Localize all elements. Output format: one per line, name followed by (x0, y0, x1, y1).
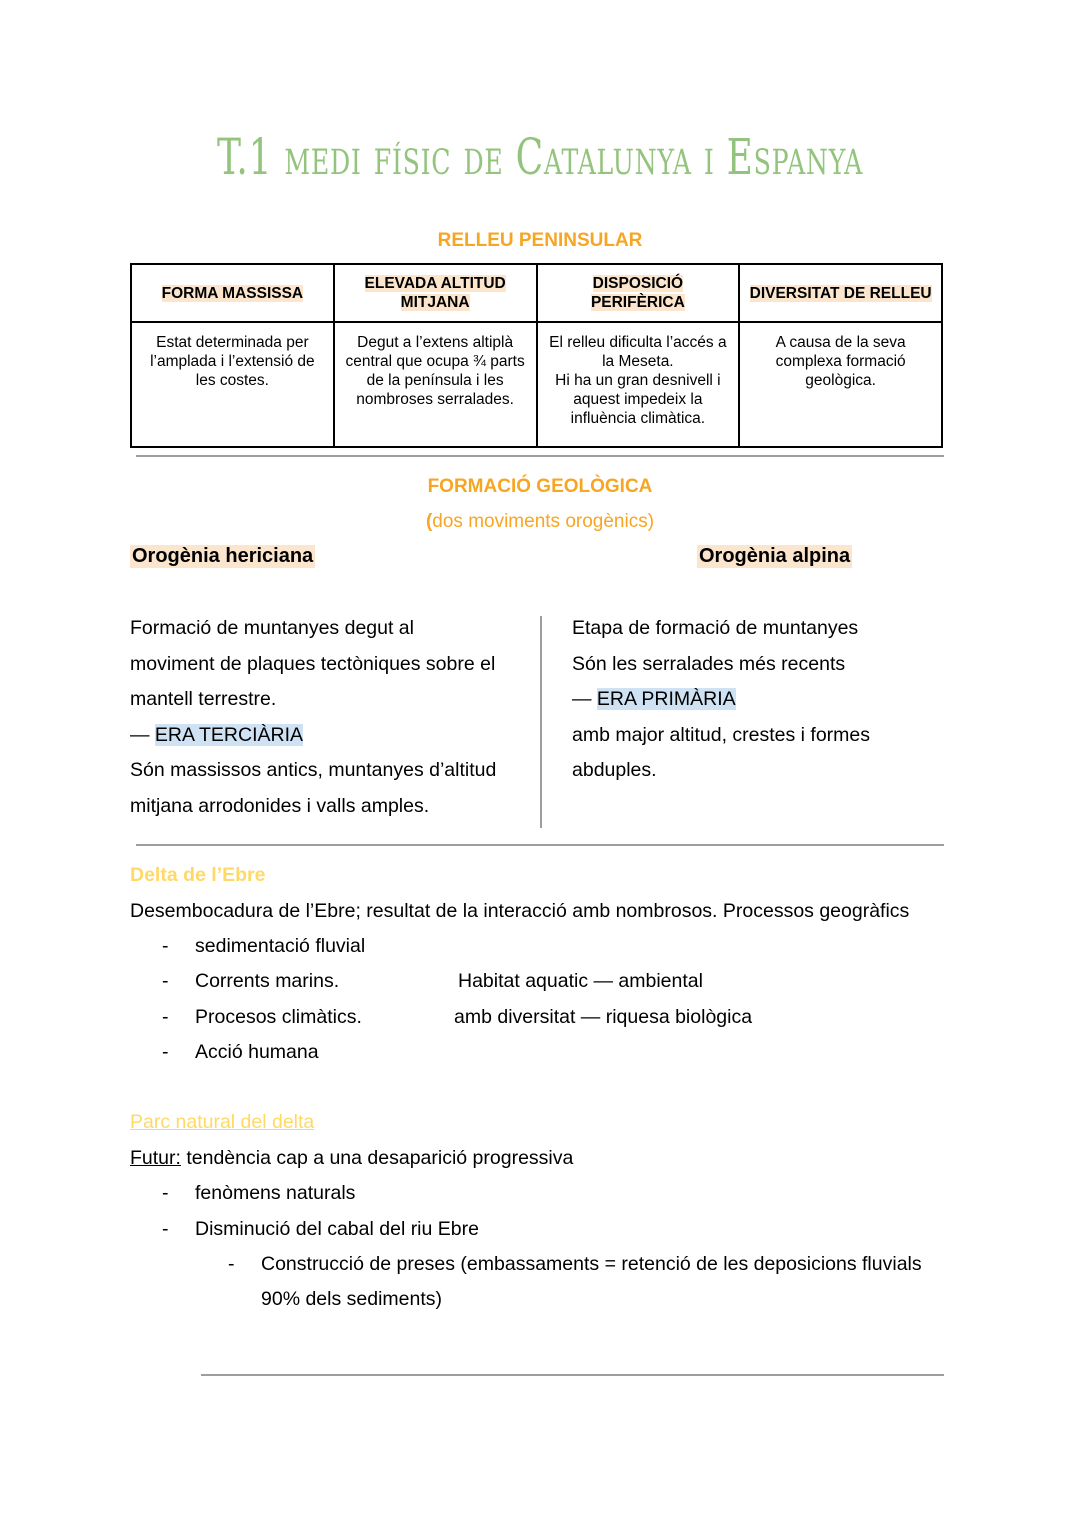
bullet-dash: - (228, 1253, 235, 1275)
table-cell: Degut a l’extens altiplà central que ocupa ¾ parts de la península i les nombroses serralades. (334, 322, 537, 447)
list-item: sedimentació fluvial (195, 935, 366, 957)
orogenia-hericiana-label: Orogènia hericiana (132, 545, 314, 567)
relleu-table (130, 263, 943, 448)
divider (136, 844, 944, 846)
page-title: T.1 medi físic de Catalunya i Espanya (216, 128, 864, 186)
delta-intro: Desembocadura de l’Ebre; resultat de la interacció amb nombrosos. Processos geogràfics (130, 900, 910, 922)
delta-title: Delta de l’Ebre (130, 864, 266, 886)
bullet-dash: - (162, 970, 169, 992)
list-item: Corrents marins. (195, 970, 340, 992)
bullet-dash: - (162, 1218, 169, 1240)
table-header-cell: ELEVADA ALTITUD MITJANA (334, 264, 537, 322)
era-badge: ERA TERCIÀRIA (154, 723, 304, 746)
formacio-heading: FORMACIÓ GEOLÒGICA (427, 476, 653, 497)
table-cell: A causa de la seva complexa formació geològica. (739, 322, 942, 447)
bullet-dash: - (162, 1006, 169, 1028)
divider (201, 1374, 944, 1376)
list-item: Acció humana (195, 1041, 319, 1063)
diversitat-note: amb diversitat — riquesa biològica (454, 1006, 753, 1028)
parc-title: Parc natural del delta (130, 1111, 315, 1133)
bullet-dash: - (162, 1041, 169, 1063)
formacio-subtitle: (dos moviments orogènics) (425, 511, 655, 532)
column-divider (540, 616, 542, 828)
table-header-cell: DIVERSITAT DE RELLEU (739, 264, 942, 322)
list-item: fenòmens naturals (195, 1182, 356, 1204)
sub-list-item-cont: 90% dels sediments) (261, 1288, 443, 1310)
orogenia-alpina-label: Orogènia alpina (699, 545, 851, 567)
table-cell: El relleu dificulta l’accés a la Meseta. Hi ha un gran desnivell i aquest impedeix la influència climàtica. (537, 322, 740, 447)
list-item: Procesos climàtics. (195, 1006, 362, 1028)
list-item: Disminució del cabal del riu Ebre (195, 1218, 479, 1240)
table-cell: Estat determinada per l’amplada i l’extensió de les costes. (131, 322, 334, 447)
habitat-note: Habitat aquatic — ambiental (458, 970, 703, 992)
divider (136, 455, 944, 457)
table-header-cell: DISPOSICIÓ PERIFÈRICA (537, 264, 740, 322)
relleu-heading: RELLEU PENINSULAR (437, 230, 643, 251)
table-header-cell: FORMA MASSISSA (131, 264, 334, 322)
sub-list-item: Construcció de preses (embassaments = retenció de les deposicions fluvials (261, 1253, 922, 1275)
futur-line: Futur: tendència cap a una desaparició progressiva (130, 1147, 574, 1169)
hericiana-text: Formació de muntanyes degut al moviment de plaques tectòniques sobre el mantell terrestre. — ERA TERCIÀRIA Són massissos antics, muntanyes d’altitud mitjana arrodonides i valls amples. (130, 617, 497, 817)
bullet-dash: - (162, 935, 169, 957)
bullet-dash: - (162, 1182, 169, 1204)
era-badge: ERA PRIMÀRIA (596, 688, 736, 710)
alpina-text: Etapa de formació de muntanyes Són les serralades més recents — ERA PRIMÀRIA amb major altitud, crestes i formes abduples. (572, 617, 871, 781)
